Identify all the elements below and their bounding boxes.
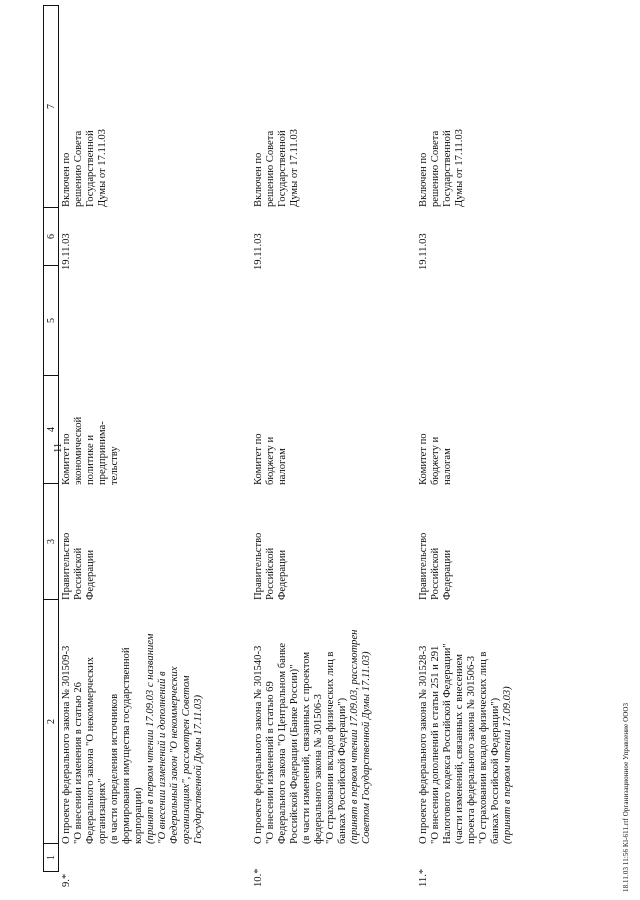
- text-line: "О внесении изменений в статью 69: [265, 681, 276, 844]
- row-number: 10.*: [253, 868, 264, 887]
- text-line: О проекте федерального закона № 301509-3: [61, 645, 72, 844]
- column-header: 4: [44, 375, 58, 483]
- row-number: 11.*: [418, 868, 429, 887]
- text-line: федерального закона № 301506-3: [313, 694, 324, 844]
- text-line: Думы от 17.11.03: [454, 129, 465, 207]
- bill-description: [61, 630, 205, 844]
- committee: [418, 405, 454, 485]
- text-line: налогам: [442, 448, 453, 485]
- column-header: 7: [45, 104, 57, 109]
- text-line: политике и: [85, 435, 96, 485]
- column-header: 5: [44, 265, 58, 375]
- date: 19.11.03: [253, 233, 264, 270]
- table-header: [43, 5, 59, 872]
- text-line: организациях": [97, 778, 108, 844]
- bill-description: [418, 630, 514, 844]
- date: 19.11.03: [418, 233, 429, 270]
- text-line: Государственной: [85, 130, 96, 207]
- text-line: Комитет по: [61, 433, 72, 485]
- text-line: Включен по: [418, 152, 429, 207]
- initiator: [61, 514, 97, 600]
- text-line: Российской: [73, 547, 84, 600]
- text-line: Федерации: [277, 549, 288, 600]
- text-line: Федерации: [442, 549, 453, 600]
- inclusion-note: [61, 111, 109, 207]
- text-line: предпринима-: [97, 421, 108, 485]
- text-line: Думы от 17.11.03: [97, 129, 108, 207]
- text-line: Федерального закона "О Центральном банке: [277, 642, 288, 844]
- committee: [61, 405, 121, 485]
- inclusion-note: [418, 111, 466, 207]
- text-line: Федеральный закон "О некоммерческих: [169, 666, 180, 844]
- text-line: бюджету и: [265, 436, 276, 485]
- text-line: "О внесении изменений и дополнений в: [157, 671, 168, 844]
- text-line: Государственной: [442, 130, 453, 207]
- text-line: (принят в первом чтении 17.09.03): [502, 686, 513, 844]
- text-line: налогам: [277, 448, 288, 485]
- column-header: 1: [44, 843, 58, 871]
- text-line: Включен по: [61, 152, 72, 207]
- footer-text: 18.11.03 11:56 Kl-611.rtf Организационное Управление ООО3: [622, 702, 630, 892]
- text-line: Российской Федерации (Банке России)": [289, 664, 300, 844]
- text-line: тельству: [109, 446, 120, 485]
- text-line: корпорации): [133, 787, 144, 844]
- text-line: Федерального закона "О некоммерческих: [85, 657, 96, 844]
- text-line: "О внесении дополнений в статьи 251 и 291: [430, 645, 441, 844]
- text-line: Комитет по: [418, 433, 429, 485]
- text-line: (части изменений, связанных с внесением: [454, 654, 465, 844]
- text-line: банках Российской Федерации"): [490, 697, 501, 844]
- text-line: формирования имущества государственной: [121, 647, 132, 844]
- column-header: 6: [44, 207, 58, 265]
- text-line: решению Совета: [430, 130, 441, 207]
- text-line: Правительство: [418, 532, 429, 600]
- bill-description: [253, 630, 373, 844]
- text-line: Советом Государственной Думы 17.11.03): [361, 651, 372, 844]
- text-line: Думы от 17.11.03: [289, 129, 300, 207]
- text-line: Государственной: [277, 130, 288, 207]
- text-line: экономической: [73, 416, 84, 485]
- text-line: Правительство: [253, 532, 264, 600]
- text-line: (принят в первом чтении 17.09.03 с названием: [145, 633, 156, 844]
- text-line: Российской: [265, 547, 276, 600]
- text-line: Государственной Думы 17.11.03): [193, 694, 204, 844]
- text-line: О проекте федерального закона № 301528-3: [418, 645, 429, 844]
- column-header: 2: [44, 599, 58, 843]
- text-line: Российской: [430, 547, 441, 600]
- text-line: Правительство: [61, 532, 72, 600]
- text-line: (в части определения источников: [109, 693, 120, 844]
- initiator: [418, 514, 454, 600]
- text-line: решению Совета: [73, 130, 84, 207]
- row-number: 9.*: [61, 873, 72, 887]
- text-line: Включен по: [253, 152, 264, 207]
- text-line: Федерации: [85, 549, 96, 600]
- date: 19.11.03: [61, 233, 72, 270]
- text-line: решению Совета: [265, 130, 276, 207]
- initiator: [253, 514, 289, 600]
- text-line: Налогового кодекса Российской Федерации": [442, 643, 453, 844]
- text-line: (принят в первом чтении 17.09.03, рассмотрен: [349, 629, 360, 844]
- text-line: "О страховании вкладов физических лиц в: [478, 651, 489, 844]
- text-line: "О внесении изменения в статью 26: [73, 682, 84, 844]
- inclusion-note: [253, 111, 301, 207]
- text-line: Комитет по: [253, 433, 264, 485]
- page-number: 11: [53, 442, 64, 453]
- text-line: организациях", рассмотрен Советом: [181, 675, 192, 844]
- text-line: "О страховании вкладов физических лиц в: [325, 651, 336, 844]
- text-line: проекта федерального закона № 301506-3: [466, 655, 477, 844]
- text-line: банках Российской Федерации"): [337, 697, 348, 844]
- column-header: 3: [44, 483, 58, 599]
- text-line: бюджету и: [430, 436, 441, 485]
- committee: [253, 405, 289, 485]
- text-line: (в части изменений, связанных с проектом: [301, 651, 312, 844]
- text-line: О проекте федерального закона № 301540-3: [253, 645, 264, 844]
